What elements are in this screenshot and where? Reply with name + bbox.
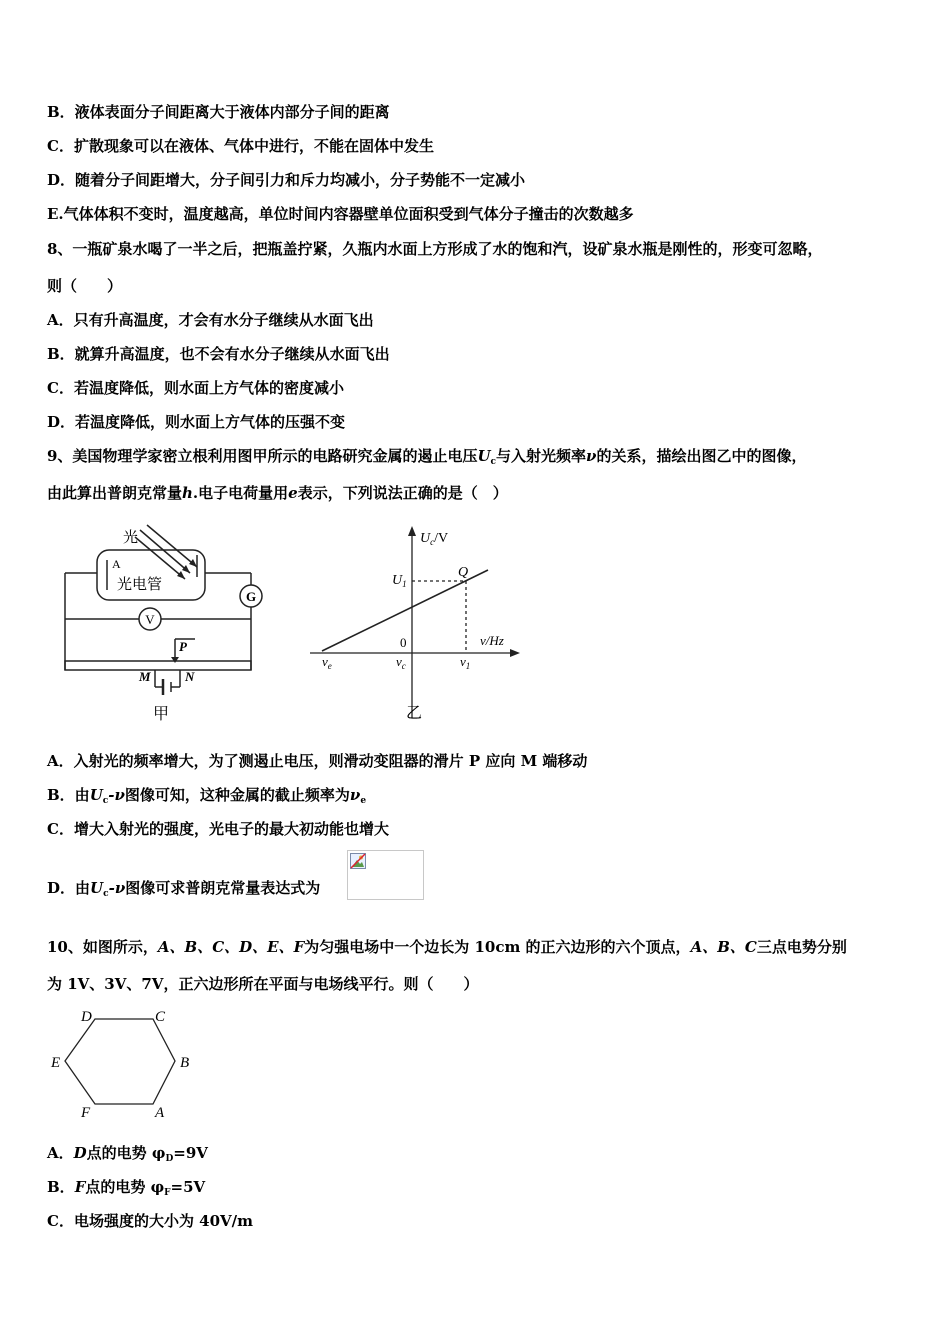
q7-option-e: E.气体体积不变时，温度越高，单位时间内容器壁单位面积受到气体分子撞击的次数越多: [47, 205, 634, 223]
v1-label: $\nu_1$: [460, 654, 471, 671]
label-light: 光: [123, 530, 139, 546]
hexagon: [65, 1019, 175, 1104]
vc-label: $\nu_c$: [396, 654, 406, 671]
q8-stem-line1: 8、一瓶矿泉水喝了一半之后，把瓶盖拧紧，久瓶内水面上方形成了水的饱和汽，设矿泉水瓶是刚性的，形变可忽略，: [47, 240, 823, 258]
u1-label: $U_1$: [392, 573, 407, 589]
formula-image-broken: [347, 850, 424, 900]
rheostat: [65, 661, 251, 670]
q10-stem-line1: 10、如图所示，A、B、C、D、E、F为匀强电场中一个边长为 10cm 的正六边形的六个顶点，A、B、C三点电势分别: [47, 938, 847, 956]
vertex-a: A: [155, 1105, 165, 1121]
q9-option-d: D．由$U_c-\nu$图像可求普朗克常量表达式为: [47, 879, 321, 899]
q8-option-d: D．若温度降低，则水面上方气体的压强不变: [47, 413, 346, 431]
q9-option-b: B．由$U_c-\nu$图像可知，这种金属的截止频率为$\nu_e$: [47, 786, 367, 806]
x-axis-label: ν/Hz: [480, 633, 504, 648]
q7-option-c: C．扩散现象可以在液体、气体中进行，不能在固体中发生: [47, 137, 434, 155]
graph-yi: [300, 518, 530, 728]
label-m: M: [139, 669, 151, 684]
label-tube: 光电管: [117, 577, 163, 593]
q10-option-c: C．电场强度的大小为 40V/m: [47, 1212, 254, 1230]
q9-option-a: A．入射光的频率增大，为了测遏止电压，则滑动变阻器的滑片 P 应向 M 端移动: [47, 752, 588, 770]
q9-option-c: C．增大入射光的强度，光电子的最大初动能也增大: [47, 820, 389, 838]
q8-option-c: C．若温度降低，则水面上方气体的密度减小: [47, 379, 344, 397]
origin-label: 0: [400, 635, 407, 650]
q8-option-a: A．只有升高温度，才会有水分子继续从水面飞出: [47, 311, 374, 329]
label-n: N: [185, 669, 195, 684]
y-axis-label: $U_c/V$: [420, 531, 449, 547]
q9-stem-line2: 由此算出普朗克常量h.电子电荷量用e表示，下列说法正确的是（ ）: [47, 484, 508, 502]
q9-stem-line1: 9、美国物理学家密立根利用图甲所示的电路研究金属的遏止电压$U_c$与入射光频率ν的关系，描绘出图乙中的图像，: [47, 447, 807, 467]
vertex-e: E: [51, 1055, 61, 1071]
q8-option-b: B．就算升高温度，也不会有水分子继续从水面飞出: [47, 345, 390, 363]
caption-jia: 甲: [153, 706, 170, 723]
hexagon-figure: [45, 1003, 205, 1128]
circuit-diagram-jia: [55, 515, 275, 725]
q7-option-b: B．液体表面分子间距离大于液体内部分子间的距离: [47, 103, 390, 121]
vertex-f: F: [81, 1105, 91, 1121]
q10-option-a: A．D点的电势 $\varphi_D=9V$: [47, 1144, 208, 1164]
label-g: G: [245, 589, 257, 604]
label-p: P: [179, 639, 187, 654]
label-a: A: [112, 557, 121, 571]
vertex-b: B: [180, 1055, 190, 1071]
q7-option-d: D．随着分子间距增大，分子间引力和斥力均减小，分子势能不一定减小: [47, 171, 526, 189]
ve-label: $\nu_e$: [322, 654, 332, 671]
label-v: V: [145, 612, 155, 627]
q-label: Q: [458, 565, 469, 580]
vertex-d: D: [81, 1009, 92, 1025]
q10-stem-line2: 为 1V、3V、7V，正六边形所在平面与电场线平行。则（ ）: [47, 975, 479, 993]
q8-stem-line2: 则（ ）: [47, 277, 123, 295]
q10-option-b: B．F点的电势 $\varphi_F=5V$: [47, 1178, 206, 1198]
broken-image-icon: [350, 853, 366, 869]
vertex-c: C: [155, 1009, 166, 1025]
caption-yi: 乙: [406, 705, 423, 722]
